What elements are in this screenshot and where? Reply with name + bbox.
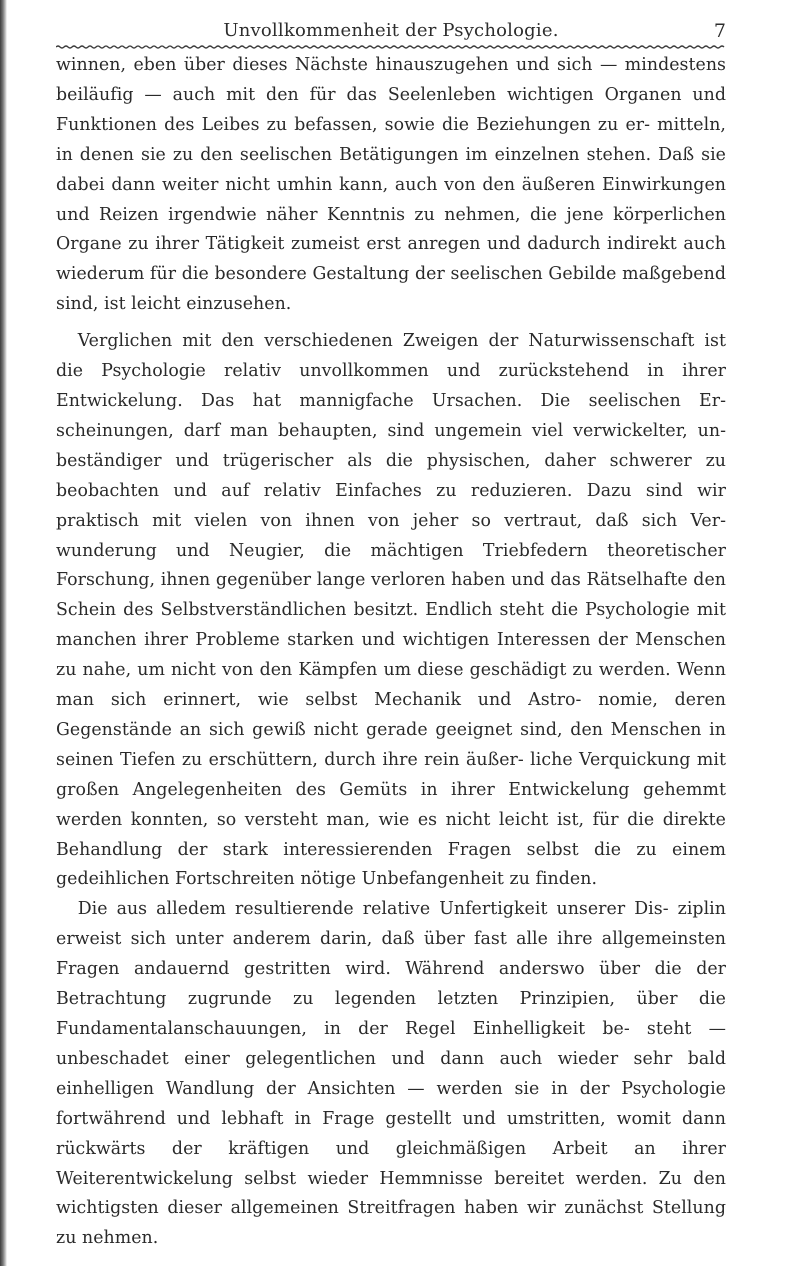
running-head [56,20,726,50]
running-title: Unvollkommenheit der Psychologie. [223,20,559,41]
body-text [56,51,726,1254]
paragraph-psychology-comparison: Verglichen mit den verschiedenen Zweigen der Naturwissenschaft ist die Psychologie relativ unvollkommen und zurückstehend in ihrer Entwickelung. Das hat mannigfache Ursachen. Die seelischen Er- scheinungen, darf man behaupten, sind ungemein viel verwickelter, un- beständiger und trügerischer als die physischen, daher schwerer zu beobachten und auf relativ Einfaches zu reduzieren. Dazu sind wir praktisch mit vielen von ihnen von jeher so vertraut, daß sich Ver- wunderung und Neugier, die mächtigen Triebfedern theoretischer Forschung, ihnen gegenüber lange verloren haben und das Rätselhafte den Schein des Selbstverständlichen besitzt. Endlich steht die Psychologie mit manchen ihrer Probleme starken und wichtigen Interessen der Menschen zu nahe, um nicht von den Kämpfen um diese geschädigt zu werden. Wenn man sich erinnert, wie selbst Mechanik und Astro- nomie, deren Gegenstände an sich gewiß nicht gerade geeignet sind, den Menschen in seinen Tiefen zu erschüttern, durch ihre rein äußer- liche Verquickung mit großen Angelegenheiten des Gemüts in ihrer Entwickelung gehemmt werden konnten, so versteht man, wie es nicht leicht ist, für die direkte Behandlung der stark interessierenden Fragen selbst die zu einem gedeihlichen Fortschreiten nötige Unbefangenheit zu finden. [56,331,726,890]
header-wavy-rule [56,45,726,49]
paragraph-continuation: winnen, eben über dieses Nächste hinauszugehen und sich — mindestens beiläufig — auch mit den für das Seelenleben wichtigen Organen und Funktionen des Leibes zu befassen, sowie die Beziehungen zu er- mitteln, in denen sie zu den seelischen Betätigungen im einzelnen stehen. Daß sie dabei dann weiter nicht umhin kann, auch von den äußeren Einwirkungen und Reizen irgendwie näher Kenntnis zu nehmen, die jene körperlichen Organe zu ihrer Tätigkeit zumeist erst anregen und dadurch indirekt auch wiederum für die besondere Gestaltung der seelischen Gebilde maßgebend sind, ist leicht einzusehen. [56,55,726,315]
book-page [56,20,726,1254]
page-number: 7 [713,20,726,42]
paragraph-discipline-disputes: Die aus alledem resultierende relative Unfertigkeit unserer Dis- ziplin erweist sich unter anderem darin, daß über fast alle ihre allgemeinsten Fragen andauernd gestritten wird. Während anderswo über die der Betrachtung zugrunde zu legenden letzten Prinzipien, über die Fundamentalanschauungen, in der Regel Einhelligkeit be- steht — unbeschadet einer gelegentlichen und dann auch wieder sehr bald einhelligen Wandlung der Ansichten — werden sie in der Psychologie fortwährend und lebhaft in Frage gestellt und umstritten, womit dann rückwärts der kräftigen und gleichmäßigen Arbeit an ihrer Weiterentwickelung selbst wieder Hemmnisse bereitet werden. Zu den wichtigsten dieser allgemeinen Streitfragen haben wir zunächst Stellung zu nehmen. [56,899,726,1249]
page-binding-edge [0,0,7,1266]
